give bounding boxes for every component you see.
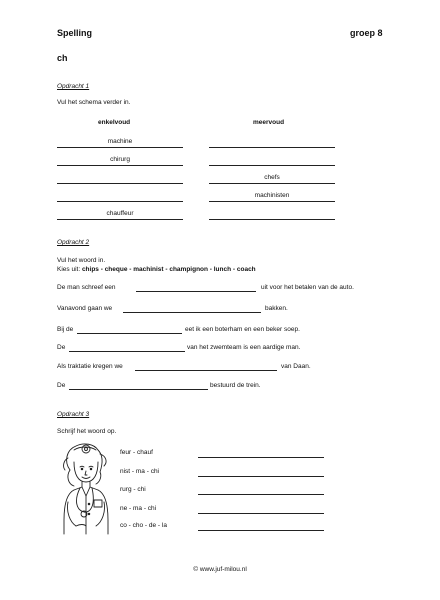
fill-blank[interactable] [69,351,185,352]
sentence-before: De man schreef een [57,284,116,291]
sentence-after: van het zwemteam is een aardige man. [187,344,301,351]
fill-sentence [57,284,357,294]
meervoud-cell[interactable] [209,192,335,202]
answer-line [57,219,183,220]
enkelvoud-cell[interactable] [57,138,183,148]
column-header-meervoud: meervoud [253,119,285,126]
sentence-after: uit voor het betalen van de auto. [261,284,354,291]
fill-blank[interactable] [77,333,182,334]
column-header-enkelvoud: enkelvoud [98,119,131,126]
group-label: groep 8 [350,28,383,38]
sentence-before: Bij de [57,326,74,333]
fill-sentence [57,326,357,336]
opdracht2-title: Opdracht 2 [57,239,90,246]
word-choices [57,266,256,273]
enkelvoud-word: machine [107,138,133,145]
answer-line [209,147,335,148]
answer-line[interactable] [198,494,324,495]
topic-label: ch [57,53,68,63]
meervoud-cell[interactable] [209,156,335,166]
fill-sentence [57,344,357,354]
answer-line [57,147,183,148]
answer-line[interactable] [198,530,324,531]
scrambled-word: nist - ma - chi [120,468,160,475]
sentence-before: De [57,344,66,351]
opdracht3-instruction: Schrijf het woord op. [57,428,117,435]
scrambled-word: co - cho - de - la [120,522,167,529]
enkelvoud-cell[interactable] [57,156,183,166]
answer-line[interactable] [198,476,324,477]
fill-sentence [57,363,357,373]
fill-blank[interactable] [135,370,277,371]
word-row [120,486,330,496]
word-choices-list: chips - cheque - machinist - champignon - lunch - coach [81,266,256,273]
answer-line [209,219,335,220]
word-row [120,522,330,532]
fill-blank[interactable] [69,389,208,390]
sentence-before: Als traktatie kregen we [57,363,123,370]
scrambled-word: ne - ma - chi [120,505,157,512]
meervoud-word: machinisten [254,192,290,199]
fill-blank[interactable] [136,291,256,292]
answer-line [209,201,335,202]
enkelvoud-word: chauffeur [106,210,134,217]
sentence-after: bestuurd de trein. [210,382,261,389]
scrambled-word: feur - chauf [120,449,153,456]
answer-line [57,183,183,184]
opdracht1-title: Opdracht 1 [57,83,90,90]
word-row [120,505,330,515]
word-choices-prefix: Kies uit: [57,266,82,273]
meervoud-word: chefs [264,174,280,181]
sentence-before: Vanavond gaan we [57,305,113,312]
word-row [120,449,330,459]
fill-sentence [57,305,357,315]
answer-line [57,165,183,166]
answer-line [209,165,335,166]
enkelvoud-cell[interactable] [57,192,183,202]
opdracht2-instruction: Vul het woord in. [57,257,106,264]
footer-copyright: © www.juf-milou.nl [193,566,247,573]
subject-title: Spelling [57,28,93,38]
enkelvoud-cell[interactable] [57,174,183,184]
answer-line [209,183,335,184]
word-row [120,468,330,478]
enkelvoud-cell[interactable] [57,210,183,220]
fill-blank[interactable] [123,312,261,313]
answer-line [57,201,183,202]
scrambled-word: rurg - chi [120,486,146,493]
answer-line[interactable] [198,457,324,458]
meervoud-cell[interactable] [209,138,335,148]
sentence-after: bakken. [265,305,288,312]
fill-sentence [57,382,357,392]
opdracht1-instruction: Vul het schema verder in. [57,99,131,106]
opdracht3-title: Opdracht 3 [57,411,90,418]
sentence-before: De [57,382,66,389]
meervoud-cell[interactable] [209,174,335,184]
sentence-after: eet ik een boterham en een beker soep. [185,326,300,333]
answer-line[interactable] [198,513,324,514]
sentence-after: van Daan. [281,363,311,370]
enkelvoud-word: chirurg [110,156,130,163]
meervoud-cell[interactable] [209,210,335,220]
girl-doctor-illustration [56,440,118,536]
